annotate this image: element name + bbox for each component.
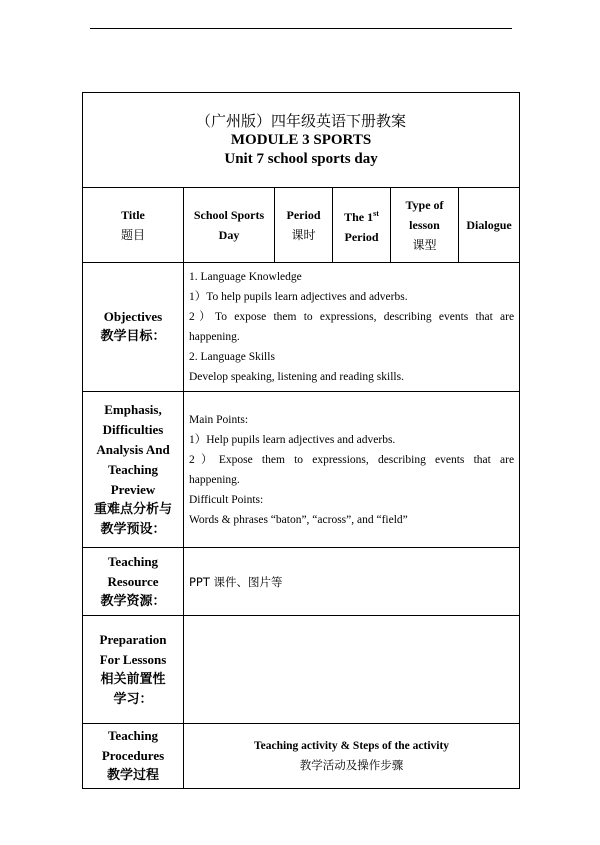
- procedures-label-en-1: Teaching: [107, 728, 159, 743]
- procedures-content: [184, 724, 520, 789]
- objectives-label-en: Objectives: [103, 309, 163, 324]
- objectives-line: 2. Language Skills: [189, 351, 275, 363]
- procedures-label-cn: 教学过程: [106, 768, 159, 783]
- objectives-label-cn: 教学目标：: [100, 329, 166, 344]
- emphasis-label-line: Teaching: [107, 461, 159, 477]
- emphasis-line: happening.: [189, 473, 240, 486]
- objectives-line: 1. Language Knowledge: [189, 271, 302, 283]
- emphasis-label-line: Emphasis,: [104, 401, 162, 417]
- period-label-cn: 课时: [291, 228, 316, 242]
- emphasis-label-cn-1: 重难点分析与: [93, 501, 172, 517]
- period-value-line1: The 1st: [344, 208, 379, 224]
- type-label-line1: Type of: [405, 198, 444, 212]
- title-label-cn: 题目: [120, 228, 145, 242]
- emphasis-line: 1）Help pupils learn adjectives and adverbs.: [189, 433, 396, 446]
- emphasis-line: Difficult Points:: [189, 493, 264, 506]
- emphasis-label-line: Analysis And: [96, 441, 170, 457]
- emphasis-label-line: Difficulties: [102, 421, 164, 437]
- preparation-label-cn-1: 相关前置性: [100, 671, 166, 687]
- objectives-line: happening.: [189, 331, 240, 343]
- emphasis-label-cn-2: 教学预设：: [100, 521, 166, 537]
- emphasis-content: [184, 392, 520, 548]
- preparation-label-cn-2: 学习：: [113, 691, 153, 707]
- resource-content: [184, 548, 520, 616]
- resource-label-cn: 教学资源：: [100, 593, 166, 609]
- objectives-label-cell: [83, 263, 184, 392]
- emphasis-label-line: Preview: [110, 481, 156, 497]
- document-title-block: [83, 93, 520, 188]
- preparation-label-en-2: For Lessons: [99, 651, 167, 667]
- procedures-value-en: Teaching activity & Steps of the activity: [254, 740, 450, 752]
- objectives-content: [184, 263, 520, 392]
- resource-label-en-2: Resource: [107, 573, 159, 589]
- emphasis-label-cell: [83, 392, 184, 548]
- objectives-line: 1）To help pupils learn adjectives and adverbs.: [189, 291, 408, 303]
- emphasis-line: Words & phrases “baton”, “across”, and “field”: [189, 513, 408, 526]
- page-header-rule: [90, 28, 512, 29]
- resource-value: PPT 课件、图片等: [189, 574, 283, 589]
- title-value-cell: [184, 188, 275, 263]
- resource-label-cell: [83, 548, 184, 616]
- title-value-line1: School Sports: [193, 208, 265, 222]
- type-value: Dialogue: [466, 218, 512, 232]
- objectives-line: 2）To expose them to expressions, describing events that are: [189, 311, 515, 323]
- period-value-line2: Period: [344, 229, 379, 244]
- preparation-label-cell: [83, 616, 184, 724]
- title-value-line2: Day: [218, 228, 240, 242]
- module-heading: MODULE 3 SPORTS: [230, 131, 372, 148]
- lesson-plan-table: [82, 92, 520, 789]
- period-label-en: Period: [286, 208, 321, 222]
- preparation-label-en-1: Preparation: [99, 631, 167, 647]
- type-label-cn: 课型: [412, 238, 437, 252]
- procedures-label-en-2: Procedures: [101, 748, 165, 763]
- emphasis-line: 2）Expose them to expressions, describing events that are: [189, 453, 515, 466]
- objectives-line: Develop speaking, listening and reading skills.: [189, 371, 404, 383]
- procedures-label-cell: [83, 724, 184, 789]
- resource-label-en-1: Teaching: [107, 553, 159, 569]
- emphasis-line: Main Points:: [189, 413, 249, 426]
- type-label-cell: [391, 188, 459, 263]
- procedures-value-cn: 教学活动及操作步骤: [299, 758, 404, 772]
- title-label-cell: [83, 188, 184, 263]
- document-title-cn: （广州版）四年级英语下册教案: [196, 111, 407, 130]
- type-value-cell: [459, 188, 520, 263]
- period-value-cell: [333, 188, 391, 263]
- unit-heading: Unit 7 school sports day: [224, 150, 378, 167]
- period-label-cell: [275, 188, 333, 263]
- type-label-line2: lesson: [409, 218, 440, 232]
- preparation-content: [184, 616, 520, 724]
- title-label-en: Title: [121, 208, 145, 222]
